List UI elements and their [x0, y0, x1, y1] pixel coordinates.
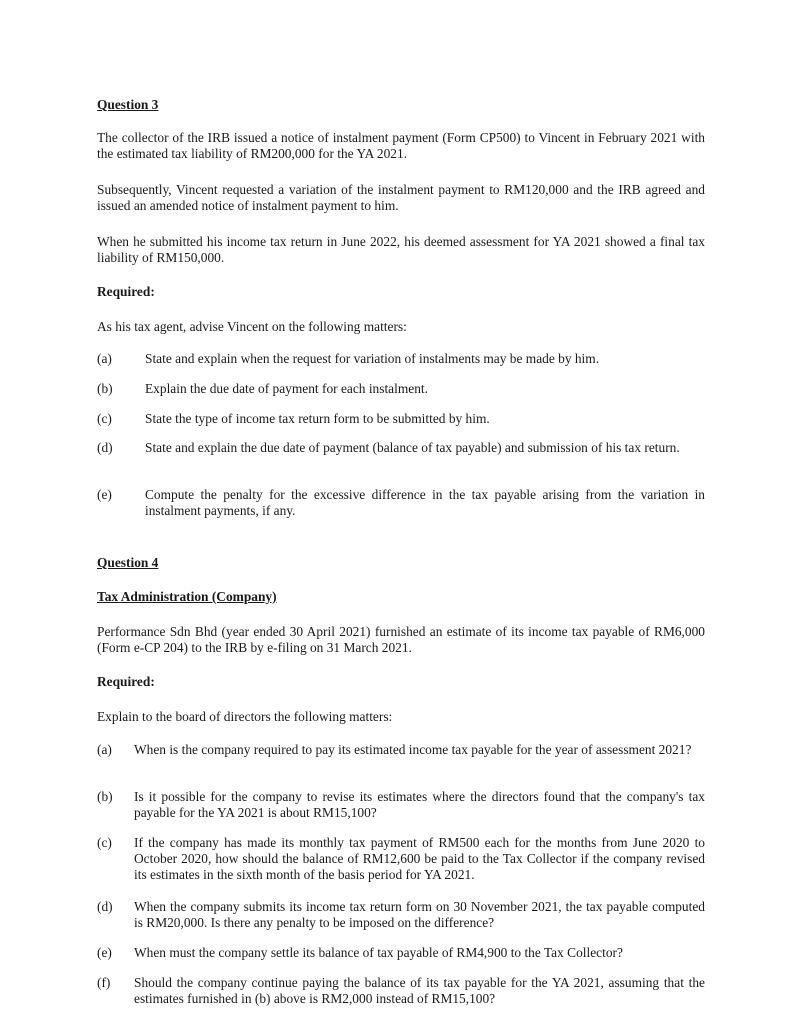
question-3-heading: Question 3 [97, 97, 159, 112]
item-text: Is it possible for the company to revise its estimates where the directors found that the company's tax payable for the YA 2021 is about RM15,100? [134, 789, 705, 820]
question-4-item-f [97, 975, 705, 1007]
item-label: (e) [97, 487, 112, 502]
item-label: (e) [97, 945, 112, 960]
item-text: Compute the penalty for the excessive difference in the tax payable arising from the variation in instalment payments, if any. [145, 487, 705, 518]
question-3-paragraph-3: When he submitted his income tax return in June 2022, his deemed assessment for YA 2021 showed a final tax liability of RM150,000. [97, 234, 705, 265]
item-label: (a) [97, 742, 112, 757]
item-label: (c) [97, 411, 112, 426]
question-3-intro: As his tax agent, advise Vincent on the following matters: [97, 319, 407, 334]
item-label: (f) [97, 975, 111, 990]
question-4-item-d [97, 899, 705, 931]
question-4-subheading: Tax Administration (Company) [97, 589, 277, 604]
question-4-item-e [97, 945, 705, 961]
item-text: Explain the due date of payment for each instalment. [145, 381, 428, 396]
question-3-paragraph-2: Subsequently, Vincent requested a variation of the instalment payment to RM120,000 and the IRB agreed and issued an amended notice of instalment payment to him. [97, 182, 705, 213]
item-label: (b) [97, 381, 113, 396]
item-label: (b) [97, 789, 113, 804]
question-3-item-a [97, 351, 705, 367]
question-3-paragraph-1: The collector of the IRB issued a notice of instalment payment (Form CP500) to Vincent in February 2021 with the estimated tax liability of RM200,000 for the YA 2021. [97, 130, 705, 161]
question-4-heading: Question 4 [97, 555, 159, 570]
item-text: If the company has made its monthly tax payment of RM500 each for the months from June 2020 to October 2020, how should the balance of RM12,600 be paid to the Tax Collector if the company revised its estimates in the sixth month of the basis period for YA 2021. [134, 835, 705, 882]
question-3-item-c [97, 411, 705, 427]
item-text: State the type of income tax return form to be submitted by him. [145, 411, 490, 426]
question-4-paragraph-1: Performance Sdn Bhd (year ended 30 April 2021) furnished an estimate of its income tax payable of RM6,000 (Form e-CP 204) to the IRB by e-filing on 31 March 2021. [97, 624, 705, 655]
question-4-intro: Explain to the board of directors the following matters: [97, 709, 393, 724]
question-3-required-label: Required: [97, 284, 155, 299]
item-label: (d) [97, 899, 113, 914]
question-4-item-a [97, 742, 705, 758]
item-label: (a) [97, 351, 112, 366]
item-text: State and explain when the request for variation of instalments may be made by him. [145, 351, 600, 366]
item-text: State and explain the due date of payment (balance of tax payable) and submission of his tax return. [145, 440, 680, 455]
item-text: When the company submits its income tax return form on 30 November 2021, the tax payable computed is RM20,000. Is there any penalty to be imposed on the difference? [134, 899, 705, 930]
question-4-item-b [97, 789, 705, 821]
question-4-item-c [97, 835, 705, 883]
item-label: (c) [97, 835, 112, 850]
question-3-item-b [97, 381, 705, 397]
item-text: When is the company required to pay its estimated income tax payable for the year of assessment 2021? [134, 742, 692, 757]
item-label: (d) [97, 440, 113, 455]
item-text: Should the company continue paying the balance of its tax payable for the YA 2021, assuming that the estimates furnished in (b) above is RM2,000 instead of RM15,100? [134, 975, 705, 1006]
item-text: When must the company settle its balance of tax payable of RM4,900 to the Tax Collector? [134, 945, 623, 960]
question-3-item-e [97, 487, 705, 519]
question-3-item-d [97, 440, 705, 456]
question-4-required-label: Required: [97, 674, 155, 689]
